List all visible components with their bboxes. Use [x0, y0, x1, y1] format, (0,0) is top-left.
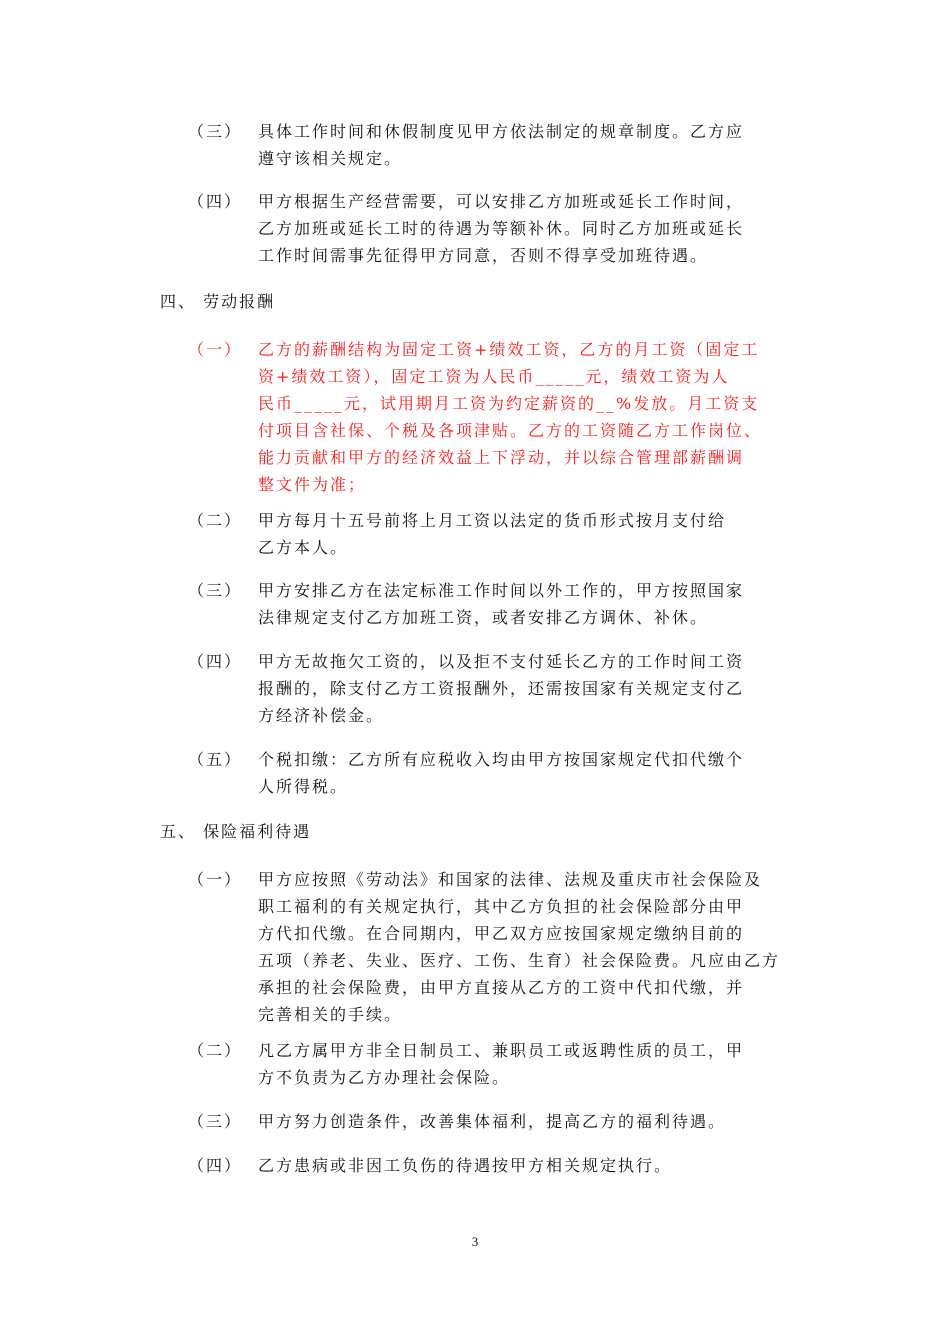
text-line: 甲方安排乙方在法定标准工作时间以外工作的，甲方按照国家: [258, 581, 745, 600]
clause-number: （二）: [188, 1041, 243, 1060]
text-line: 资+绩效工资），固定工资为人民币_____元，绩效工资为人: [258, 367, 730, 386]
clause-number: （三）: [188, 581, 243, 600]
text-line: 乙方患病或非因工负伤的待遇按甲方相关规定执行。: [258, 1156, 673, 1175]
text-line: 承担的社会保险费，由甲方直接从乙方的工资中代扣代缴，并: [258, 978, 745, 997]
clause-text: [258, 507, 810, 561]
text-line: 完善相关的手续。: [258, 1005, 403, 1024]
clause-number: （四）: [188, 652, 243, 671]
text-line: 乙方本人。: [258, 538, 349, 557]
clause-text: [258, 188, 810, 269]
section-heading-4: 四、 劳动报酬: [160, 292, 276, 311]
text-line: 乙方的薪酬结构为固定工资+绩效工资，乙方的月工资（固定工: [258, 340, 760, 359]
text-line: 甲方根据生产经营需要，可以安排乙方加班或延长工作时间，: [258, 192, 745, 211]
text-line: 遵守该相关规定。: [258, 149, 403, 168]
text-line: 具体工作时间和休假制度见甲方依法制定的规章制度。乙方应: [258, 122, 745, 141]
text-line: 付项目含社保、个税及各项津贴。乙方的工资随乙方工作岗位、: [258, 421, 763, 440]
text-line: 甲方应按照《劳动法》和国家的法律、法规及重庆市社会保险及: [258, 870, 763, 889]
text-line: 人所得税。: [258, 777, 349, 796]
text-line: 整文件为准；: [258, 475, 367, 494]
clause-text: [258, 1152, 810, 1179]
clause-number: （四）: [188, 192, 243, 211]
clause-number: （二）: [188, 511, 243, 530]
text-line: 甲方努力创造条件，改善集体福利，提高乙方的福利待遇。: [258, 1112, 727, 1131]
text-line: 能力贡献和甲方的经济效益上下浮动，并以综合管理部薪酬调: [258, 448, 745, 467]
clause-number: （三）: [188, 122, 243, 141]
text-line: 凡乙方属甲方非全日制员工、兼职员工或返聘性质的员工，甲: [258, 1041, 745, 1060]
clause-text: [258, 577, 810, 631]
clause-text: [258, 866, 810, 1028]
clause-number: （四）: [188, 1156, 243, 1175]
text-line: 方经济补偿金。: [258, 706, 385, 725]
clause-text: [258, 118, 810, 172]
clause-text: [258, 746, 810, 800]
text-line: 方代扣代缴。在合同期内，甲乙双方应按国家规定缴纳目前的: [258, 924, 745, 943]
clause-number: （一）: [188, 340, 243, 359]
text-line: 民币_____元，试用期月工资为约定薪资的__%发放。月工资支: [258, 394, 760, 413]
text-line: 个税扣缴：乙方所有应税收入均由甲方按国家规定代扣代缴个: [258, 750, 745, 769]
text-line: 乙方加班或延长工时的待遇为等额补休。同时乙方加班或延长: [258, 219, 745, 238]
clause-text: [258, 336, 810, 498]
text-line: 五项（养老、失业、医疗、工伤、生育）社会保险费。凡应由乙方: [258, 951, 781, 970]
text-line: 职工福利的有关规定执行，其中乙方负担的社会保险部分由甲: [258, 897, 745, 916]
clause-number: （一）: [188, 870, 243, 889]
text-line: 方不负责为乙方办理社会保险。: [258, 1068, 511, 1087]
clause-number: （三）: [188, 1112, 243, 1131]
clause-number: （五）: [188, 750, 243, 769]
text-line: 甲方无故拖欠工资的，以及拒不支付延长乙方的工作时间工资: [258, 652, 745, 671]
text-line: 报酬的，除支付乙方工资报酬外，还需按国家有关规定支付乙: [258, 679, 745, 698]
section-heading-5: 五、 保险福利待遇: [160, 822, 312, 841]
text-line: 甲方每月十五号前将上月工资以法定的货币形式按月支付给: [258, 511, 727, 530]
page-number: 3: [471, 1234, 479, 1249]
text-line: 工作时间需事先征得甲方同意，否则不得享受加班待遇。: [258, 246, 709, 265]
clause-text: [258, 648, 810, 729]
clause-text: [258, 1108, 810, 1135]
clause-text: [258, 1037, 810, 1091]
text-line: 法律规定支付乙方加班工资，或者安排乙方调休、补休。: [258, 608, 709, 627]
